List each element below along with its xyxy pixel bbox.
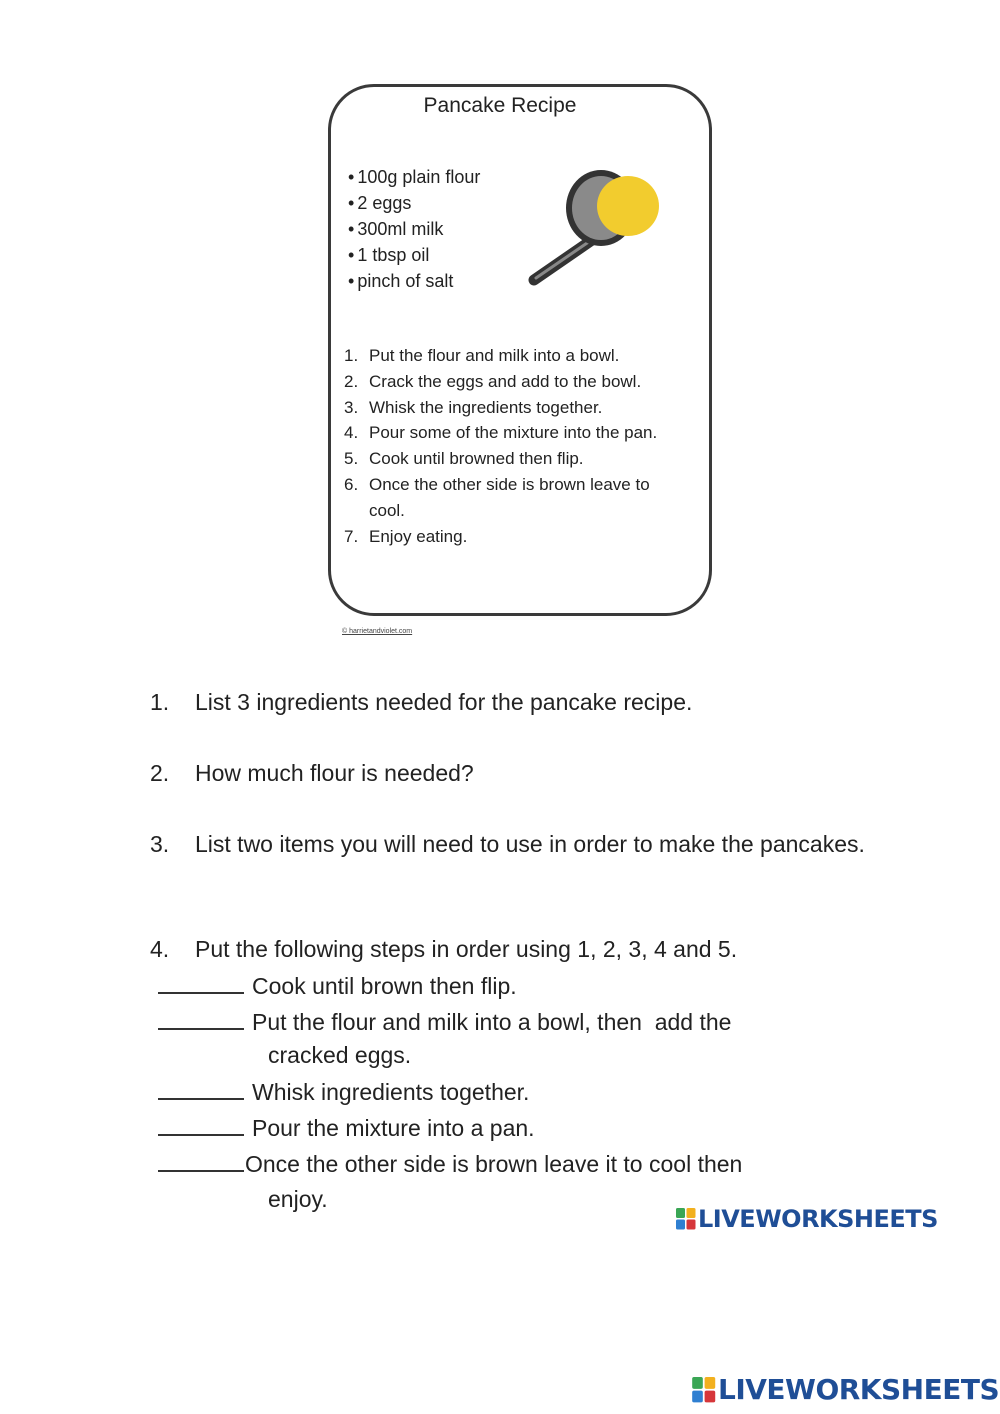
liveworksheets-logo-icon: [676, 1208, 696, 1230]
answer-blank[interactable]: [158, 1074, 244, 1100]
step-item: 3. Whisk the ingredients together.: [344, 397, 603, 417]
order-item-continuation: cracked eggs.: [268, 1042, 412, 1068]
liveworksheets-logo-footer: LIVEWORKSHEETS: [692, 1373, 999, 1406]
order-item: Put the flour and milk into a bowl, then add the: [158, 1004, 878, 1040]
step-item: 6. Once the other side is brown leave to cool.: [344, 474, 650, 520]
step-item: 5. Cook until browned then flip.: [344, 449, 584, 469]
step-item: 2. Crack the eggs and add to the bowl.: [344, 371, 642, 391]
step-item: 4. Pour some of the mixture into the pan.: [344, 423, 658, 443]
copyright-link[interactable]: © harrietandviolet.com: [342, 628, 413, 635]
order-item: Whisk ingredients together.: [158, 1074, 878, 1110]
question-1: 1. List 3 ingredients needed for the pancake recipe.: [150, 689, 693, 715]
step-item: 7. Enjoy eating.: [344, 526, 468, 546]
recipe-steps: [344, 343, 704, 549]
liveworksheets-logo-icon: [692, 1377, 716, 1403]
order-item-continuation: enjoy.: [268, 1186, 328, 1212]
ingredient-item: • 100g plain flour: [348, 164, 480, 190]
question-2: 2. How much flour is needed?: [150, 760, 474, 786]
answer-blank[interactable]: [158, 968, 244, 994]
answer-blank[interactable]: [158, 1146, 244, 1172]
question-3: 3. List two items you will need to use in order to make the pancakes.: [150, 831, 865, 857]
order-item: Cook until brown then flip.: [158, 968, 878, 1004]
answer-blank[interactable]: [158, 1110, 244, 1136]
recipe-title: Pancake Recipe: [423, 94, 577, 117]
step-item: 1. Put the flour and milk into a bowl.: [344, 346, 620, 365]
liveworksheets-logo: LIVEWORKSHEETS: [676, 1205, 938, 1233]
ingredient-item: • 300ml milk: [348, 216, 480, 242]
answer-blank[interactable]: [158, 1004, 244, 1030]
ingredient-item: • 2 eggs: [348, 190, 480, 216]
question-4: 4. Put the following steps in order using 1, 2, 3, 4 and 5.: [150, 936, 738, 962]
order-item: Pour the mixture into a pan.: [158, 1110, 878, 1146]
ingredient-item: • pinch of salt: [348, 268, 480, 294]
ingredients-list: [348, 164, 480, 294]
ingredient-item: • 1 tbsp oil: [348, 242, 480, 268]
order-item: Once the other side is brown leave it to cool then: [158, 1146, 878, 1182]
frying-pan-icon: [520, 168, 670, 293]
